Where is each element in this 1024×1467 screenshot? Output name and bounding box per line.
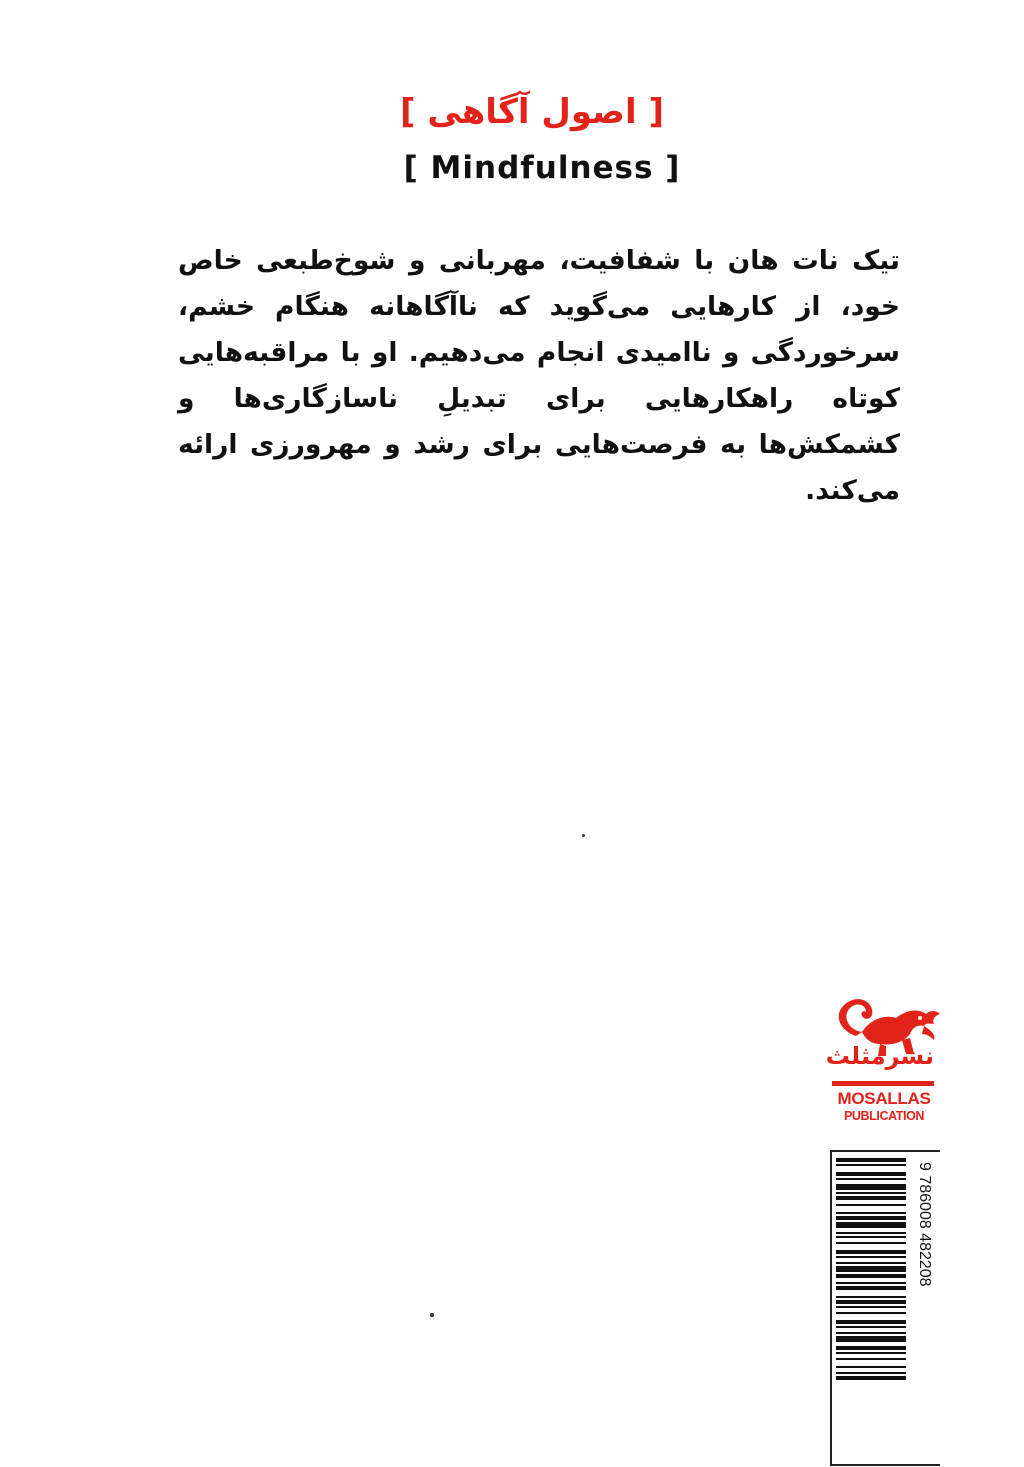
barcode-bar (836, 1312, 906, 1314)
barcode-bar (836, 1178, 906, 1180)
barcode-bar (836, 1358, 906, 1360)
barcode-bar (836, 1336, 906, 1342)
barcode-bar (836, 1320, 906, 1324)
barcode-bar (836, 1232, 906, 1234)
barcode-bar (836, 1376, 906, 1380)
barcode-bar (836, 1300, 906, 1304)
barcode-bar (836, 1372, 906, 1374)
publisher-name-english: MOSALLAS (837, 1089, 931, 1108)
barcode-bar (836, 1204, 906, 1206)
speck-mark (582, 834, 585, 837)
barcode-number: 9 786008 482208 (916, 1162, 933, 1287)
barcode-bar (836, 1256, 906, 1258)
barcode-bar (836, 1212, 906, 1214)
publisher-logo (826, 990, 942, 1138)
publisher-subtitle-english: PUBLICATION (843, 1109, 925, 1123)
barcode-bar (836, 1196, 906, 1200)
description-paragraph: تیک نات هان با شفافیت، مهربانی و شوخ‌طبعی خاص خود، از کارهایی می‌گوید که ناآگاهانه هنگام خشم، سرخوردگی و ناامیدی انجام می‌دهیم. او با مراقبه‌هایی کوتاه راهکارهایی برای تبدیلِ ناسازگاری‌ها و کشمکش‌ها به فرصت‌هایی برای رشد و مهرورزی ارائه می‌کند. (178, 245, 900, 506)
barcode-bar (836, 1164, 906, 1166)
barcode-bar (836, 1296, 906, 1298)
isbn-barcode (830, 1150, 940, 1466)
title-persian: [ اصول آگاهی ] (399, 92, 665, 132)
barcode-bar (836, 1326, 906, 1328)
speck-mark (430, 1313, 434, 1317)
barcode-bars (836, 1158, 906, 1458)
publisher-name-persian: نشرمثلث (825, 1042, 934, 1070)
barcode-bar (836, 1158, 906, 1162)
title-english: [ Mindfulness ] (403, 150, 681, 186)
barcode-bar (836, 1346, 906, 1350)
barcode-bar (836, 1184, 906, 1190)
barcode-bar (836, 1216, 906, 1220)
barcode-bar (836, 1192, 906, 1194)
barcode-bar (836, 1266, 906, 1272)
barcode-bar (836, 1222, 906, 1228)
barcode-bar (836, 1352, 906, 1354)
barcode-bar (836, 1332, 906, 1334)
barcode-digits (908, 1158, 936, 1458)
barcode-bar (836, 1282, 906, 1284)
barcode-bar (836, 1172, 906, 1176)
barcode-bar (836, 1274, 906, 1278)
barcode-bar (836, 1366, 906, 1368)
barcode-bar (836, 1242, 906, 1244)
barcode-bar (836, 1262, 906, 1264)
barcode-bar (836, 1250, 906, 1254)
barcode-bar (836, 1286, 906, 1290)
publisher-divider (832, 1081, 934, 1086)
barcode-bar (836, 1306, 906, 1308)
barcode-bar (836, 1236, 906, 1238)
